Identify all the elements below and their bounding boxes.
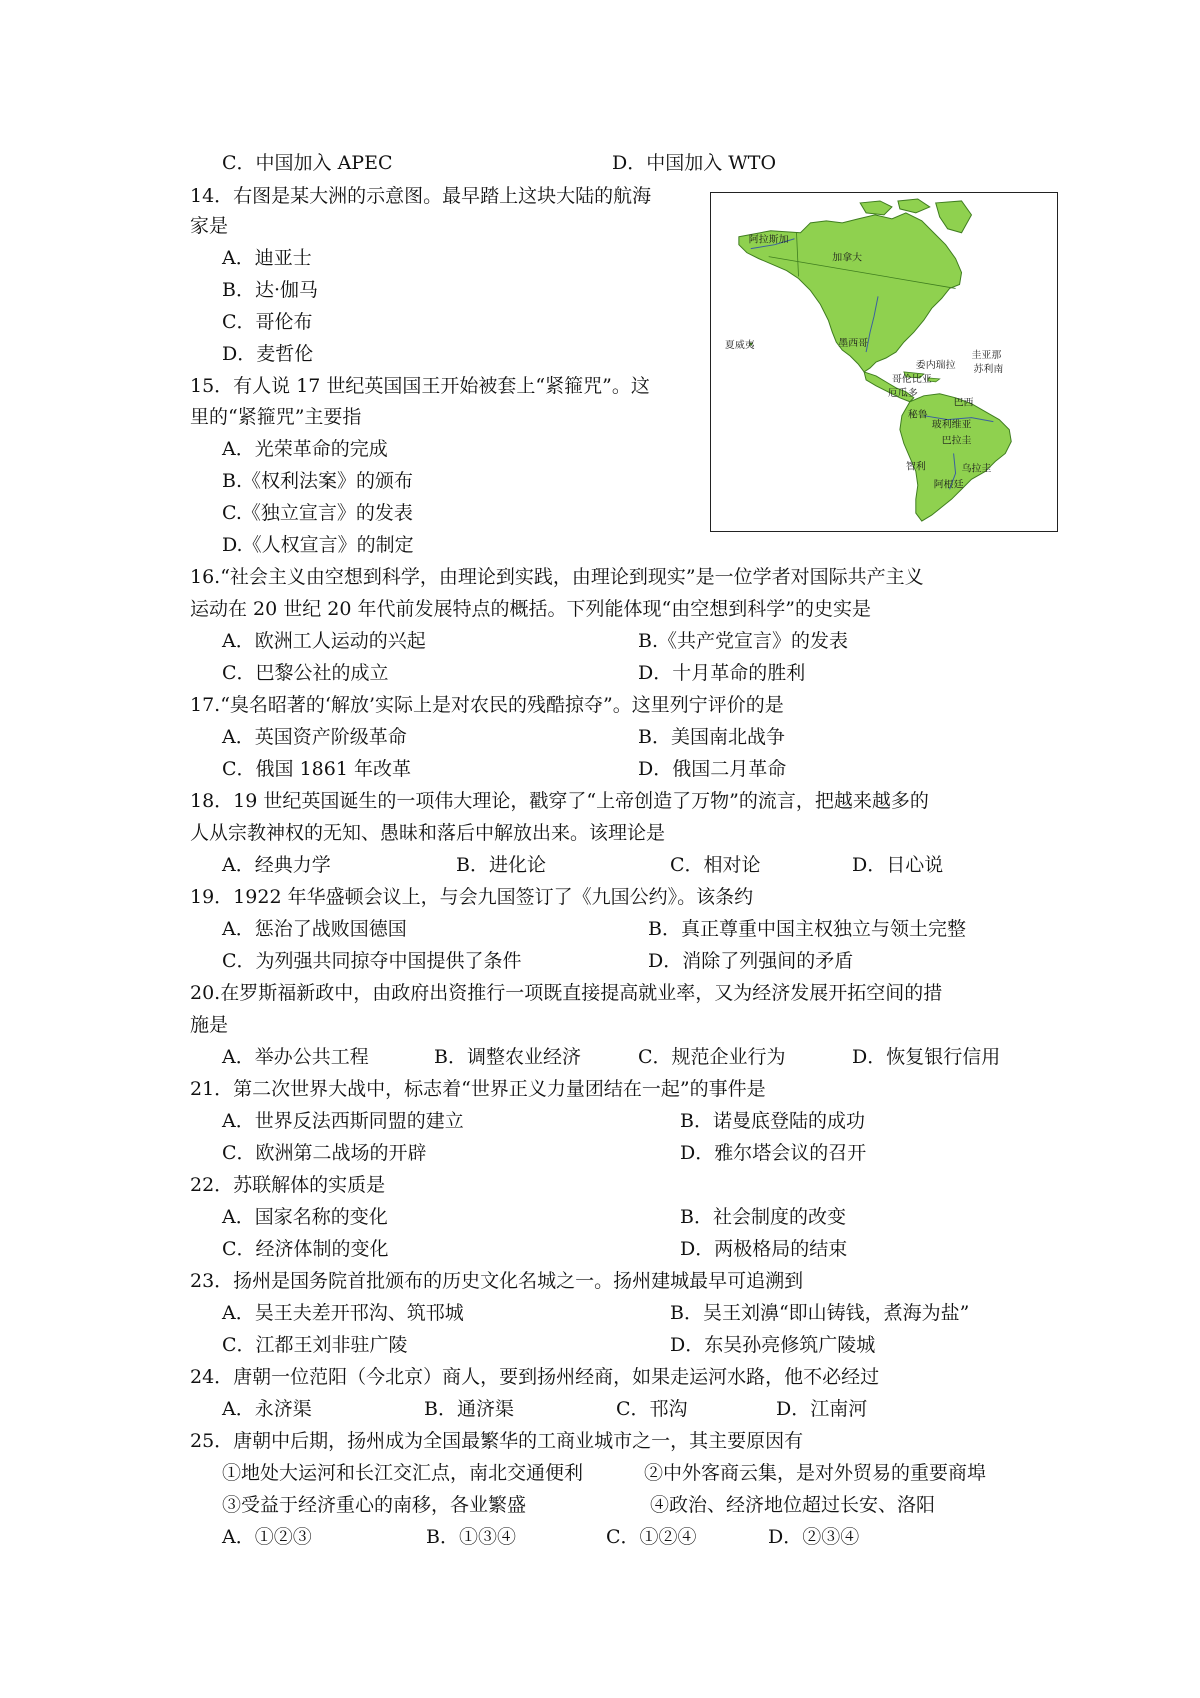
americas-map-figure — [711, 193, 1057, 531]
q20-option-c: C．规范企业行为 — [638, 1046, 786, 1068]
q21-option-b: B．诺曼底登陆的成功 — [680, 1110, 865, 1132]
q15-option-b: B.《权利法案》的颁布 — [222, 470, 414, 492]
q19-option-d: D．消除了列强间的矛盾 — [648, 950, 854, 972]
q15-option-a: A．光荣革命的完成 — [222, 438, 388, 460]
q23-option-c: C．江都王刘非驻广陵 — [222, 1334, 408, 1356]
q19-option-c: C．为列强共同掠夺中国提供了条件 — [222, 950, 522, 972]
map-label-chile: 智利 — [905, 461, 926, 473]
q20-option-b: B．调整农业经济 — [434, 1046, 581, 1068]
q14-stem-cont: 家是 — [190, 215, 229, 237]
q20-stem: 20.在罗斯福新政中，由政府出资推行一项既直接提高就业率，又为经济发展开拓空间的措 — [190, 982, 943, 1004]
q25-statement-1: ①地处大运河和长江交汇点，南北交通便利 — [222, 1462, 584, 1484]
q16-option-d: D．十月革命的胜利 — [638, 662, 806, 684]
americas-map — [710, 192, 1058, 532]
map-label-guyana: 圭亚那 — [971, 350, 1002, 362]
q24-stem: 24．唐朝一位范阳（今北京）商人，要到扬州经商，如果走运河水路，他不必经过 — [190, 1366, 880, 1388]
q23-option-b: B．吴王刘濞“即山铸钱，煮海为盐” — [670, 1302, 970, 1324]
arctic-island-shape — [898, 199, 930, 213]
q18-option-a: A．经典力学 — [222, 854, 331, 876]
q25-statement-3: ③受益于经济重心的南移，各业繁盛 — [222, 1494, 527, 1516]
q24-option-b: B．通济渠 — [424, 1398, 514, 1420]
q18-option-d: D．日心说 — [852, 854, 944, 876]
q24-option-c: C．邗沟 — [616, 1398, 688, 1420]
q15-stem: 15．有人说 17 世纪英国国王开始被套上“紧箍咒”。这 — [190, 375, 650, 397]
q18-option-c: C．相对论 — [670, 854, 761, 876]
arctic-island-shape — [860, 201, 892, 215]
q19-option-b: B．真正尊重中国主权独立与领土完整 — [648, 918, 966, 940]
map-label-ecuador: 厄瓜多 — [887, 387, 918, 399]
q25-statement-2: ②中外客商云集，是对外贸易的重要商埠 — [644, 1462, 987, 1484]
q21-stem: 21．第二次世界大战中，标志着“世界正义力量团结在一起”的事件是 — [190, 1078, 766, 1100]
map-label-peru: 秘鲁 — [907, 409, 928, 421]
q14-stem: 14．右图是某大洲的示意图。最早踏上这块大陆的航海 — [190, 185, 652, 207]
q25-statement-4: ④政治、经济地位超过长安、洛阳 — [650, 1494, 936, 1516]
q16-option-c: C．巴黎公社的成立 — [222, 662, 389, 684]
q25-option-c: C．①②④ — [606, 1526, 697, 1548]
q15-stem-cont: 里的“紧箍咒”主要指 — [190, 406, 362, 428]
q22-option-a: A．国家名称的变化 — [222, 1206, 388, 1228]
q22-option-c: C．经济体制的变化 — [222, 1238, 389, 1260]
q22-option-d: D．两极格局的结束 — [680, 1238, 848, 1260]
map-label-alaska: 阿拉斯加 — [748, 234, 789, 246]
q24-option-a: A．永济渠 — [222, 1398, 312, 1420]
map-label-paraguay: 巴拉圭 — [941, 435, 972, 447]
q23-option-d: D．东吴孙亮修筑广陵城 — [670, 1334, 876, 1356]
map-label-canada: 加拿大 — [832, 252, 863, 264]
map-label-bolivia: 玻利维亚 — [931, 419, 972, 431]
q23-option-a: A．吴王夫差开邗沟、筑邗城 — [222, 1302, 464, 1324]
map-label-colombia: 哥伦比亚 — [891, 373, 932, 385]
q21-option-c: C．欧洲第二战场的开辟 — [222, 1142, 427, 1164]
q17-option-d: D．俄国二月革命 — [638, 758, 787, 780]
map-label-hawaii: 夏威夷 — [724, 340, 755, 352]
q14-option-a: A．迪亚士 — [222, 247, 312, 269]
q25-option-b: B．①③④ — [426, 1526, 516, 1548]
map-label-venezuela: 委内瑞拉 — [915, 359, 956, 371]
q16-option-a: A．欧洲工人运动的兴起 — [222, 630, 426, 652]
q22-option-b: B．社会制度的改变 — [680, 1206, 846, 1228]
map-label-uruguay: 乌拉圭 — [961, 463, 992, 475]
q25-option-d: D．②③④ — [768, 1526, 860, 1548]
map-label-brazil: 巴西 — [953, 397, 974, 409]
q17-option-c: C．俄国 1861 年改革 — [222, 758, 411, 780]
q16-option-b: B.《共产党宣言》的发表 — [638, 630, 849, 652]
q20-option-a: A．举办公共工程 — [222, 1046, 369, 1068]
q21-option-a: A．世界反法西斯同盟的建立 — [222, 1110, 464, 1132]
q14-option-b: B．达·伽马 — [222, 279, 319, 301]
q19-option-a: A．惩治了战败国德国 — [222, 918, 407, 940]
q20-option-d: D．恢复银行信用 — [852, 1046, 1001, 1068]
q17-stem: 17.“臭名昭著的‘解放’实际上是对农民的残酷掠夺”。这里列宁评价的是 — [190, 694, 784, 716]
q15-option-d: D.《人权宣言》的制定 — [222, 534, 414, 556]
map-label-suriname: 苏利南 — [973, 363, 1004, 375]
q16-stem-cont: 运动在 20 世纪 20 年代前发展特点的概括。下列能体现“由空想到科学”的史实是 — [190, 598, 871, 620]
q18-option-b: B．进化论 — [456, 854, 546, 876]
map-label-argentina: 阿根廷 — [933, 479, 964, 491]
q25-stem: 25．唐朝中后期，扬州成为全国最繁华的工商业城市之一，其主要原因有 — [190, 1430, 804, 1452]
q13-option-c: C．中国加入 APEC — [222, 152, 393, 174]
q23-stem: 23．扬州是国务院首批颁布的历史文化名城之一。扬州建城最早可追溯到 — [190, 1270, 804, 1292]
q15-option-c: C.《独立宣言》的发表 — [222, 502, 413, 524]
q18-stem-cont: 人从宗教神权的无知、愚昧和落后中解放出来。该理论是 — [190, 822, 666, 844]
q24-option-d: D．江南河 — [776, 1398, 868, 1420]
q22-stem: 22．苏联解体的实质是 — [190, 1174, 386, 1196]
q21-option-d: D．雅尔塔会议的召开 — [680, 1142, 867, 1164]
q25-option-a: A．①②③ — [222, 1526, 312, 1548]
q19-stem: 19．1922 年华盛顿会议上，与会九国签订了《九国公约》。该条约 — [190, 886, 754, 908]
greenland-shape — [936, 201, 972, 233]
q20-stem-cont: 施是 — [190, 1014, 229, 1036]
q17-option-b: B．美国南北战争 — [638, 726, 785, 748]
q14-option-c: C．哥伦布 — [222, 311, 313, 333]
q16-stem: 16.“社会主义由空想到科学，由理论到实践，由理论到现实”是一位学者对国际共产主义 — [190, 566, 924, 588]
q17-option-a: A．英国资产阶级革命 — [222, 726, 407, 748]
q14-option-d: D．麦哲伦 — [222, 343, 314, 365]
q13-option-d: D．中国加入 WTO — [612, 152, 777, 174]
map-label-mexico: 墨西哥 — [838, 338, 869, 350]
q18-stem: 18．19 世纪英国诞生的一项伟大理论，戳穿了“上帝创造了万物”的流言，把越来越多的 — [190, 790, 929, 812]
